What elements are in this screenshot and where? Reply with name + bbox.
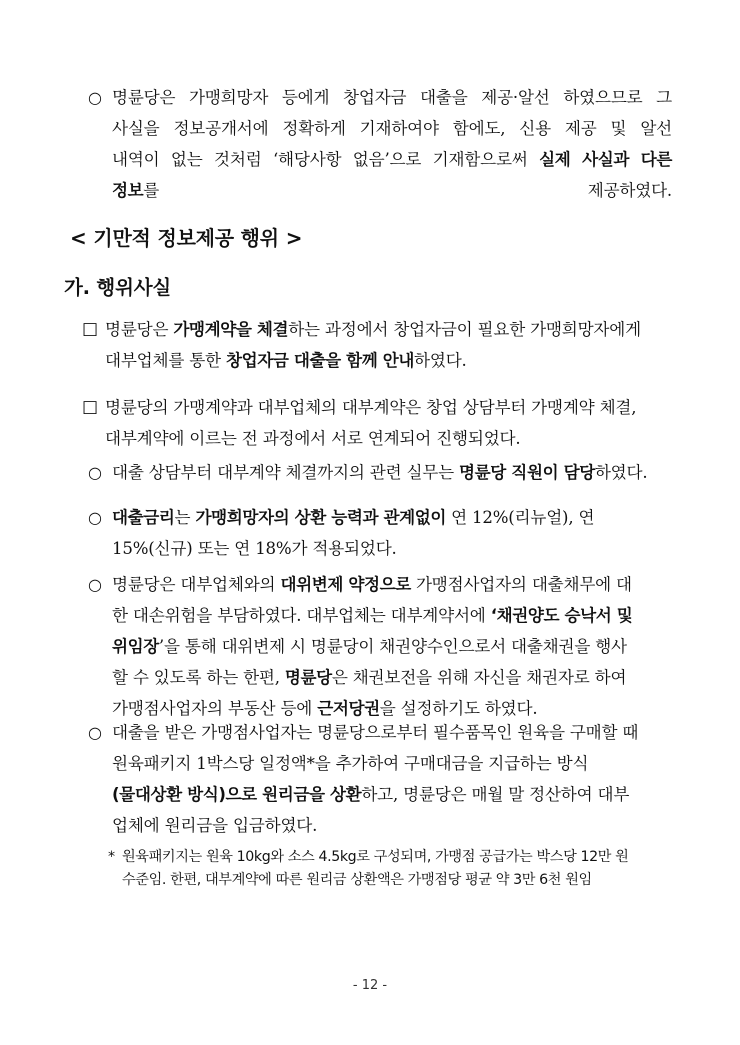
checkbox-bullet-icon: □ [82,397,98,417]
text-line [112,748,638,779]
text-line [112,810,638,841]
text-line [105,314,641,345]
text-line [112,82,672,113]
text-run: 업체에 원리금을 입금하였다. [112,816,318,835]
paragraph-text [105,314,641,376]
emphasis-text: 정보 [112,181,144,200]
text-run: 내역이 없는 것처럼 ‘해당사항 없음’으로 기재함으로써 [112,150,540,169]
text-run: 연 12%(리뉴얼), 연 [446,508,595,527]
emphasis-text: (물대상환 방식)으로 원리금을 상환 [112,785,362,804]
text-run: 원육패키지 1박스당 일정액*을 추가하여 구매대금을 지급하는 방식 [112,754,589,773]
circle-bullet-icon: ○ [88,463,102,482]
emphasis-text: 명륜당 직원이 담당 [459,463,595,482]
text-run: 는 [174,508,196,527]
footnote-line: 원육패키지는 원육 10kg와 소스 4.5kg로 구성되며, 가맹점 공급가는 박스당 12만 원 [122,849,629,865]
text-run: 대출 상담부터 대부계약 체결까지의 관련 실무는 [112,463,460,482]
text-run: 한 대손위험을 부담하였다. 대부업체는 대부계약서에 [112,606,491,625]
text-run: 15%(신규) 또는 연 18%가 적용되었다. [112,539,397,558]
text-run: 명륜당은 대부업체와의 [112,575,281,594]
emphasis-text: 위임장 [112,637,159,656]
text-run: 은 채권보전을 위해 자신을 채권자로 하여 [331,668,627,687]
circle-bullet-icon: ○ [88,575,102,594]
text-run: 하는 과정에서 창업자금이 필요한 가맹희망자에게 [288,320,641,339]
emphasis-text: 실제 사실과 다른 [539,150,672,169]
emphasis-text: 가맹계약을 체결 [173,320,289,339]
box-item-1 [82,314,641,376]
text-line [112,533,594,564]
text-line [112,569,632,600]
text-line [105,423,636,454]
text-run: 가맹점사업자의 부동산 등에 [112,699,318,718]
paragraph-text [112,717,638,841]
text-run: 사실을 정보공개서에 정확하게 기재하여야 함에도, 신용 제공 및 알선 [112,119,672,138]
page-number: - 12 - [352,978,388,993]
text-run: 명륜당의 가맹계약과 대부업체의 대부계약은 창업 상담부터 가맹계약 체결, [105,398,637,417]
circle-bullet-icon: ○ [88,723,102,742]
emphasis-text: 근저당권 [317,699,380,718]
text-line [112,502,594,533]
paragraph-text [112,457,647,488]
circle-bullet-icon: ○ [88,508,102,527]
text-run: 대부계약에 이르는 전 과정에서 서로 연계되어 진행되었다. [105,429,521,448]
emphasis-text: ‘채권양도 승낙서 및 [490,606,633,625]
text-run: ’을 통해 대위변제 시 명륜당이 채권양수인으로서 대출채권을 행사 [158,637,627,656]
footnote [108,846,628,892]
text-run: 하였다. [414,351,467,370]
footnote-line: 수준임. 한편, 대부계약에 따른 원리금 상환액은 가맹점당 평균 약 3만 6천 원임 [122,872,592,888]
text-run: 을 설정하기도 하였다. [379,699,538,718]
subsection-heading: 가. 행위사실 [64,276,171,299]
emphasis-text: 가맹희망자의 상환 능력과 관계없이 [195,508,447,527]
sub-item-1 [88,457,647,488]
asterisk-icon: * [108,849,115,865]
text-line [112,631,632,662]
text-line [112,175,672,206]
emphasis-text: 대출금리 [112,508,175,527]
text-line [112,457,647,488]
text-run: 를 제공하였다. [143,181,672,200]
sub-item-2 [88,502,594,564]
text-run: 하였다. [594,463,648,482]
sub-item-3 [88,569,632,724]
text-line [105,345,641,376]
paragraph-text [105,392,636,454]
box-item-2 [82,392,636,454]
intro-item [88,82,672,206]
emphasis-text: 대위변제 약정으로 [280,575,411,594]
text-line [112,662,632,693]
paragraph-text [112,82,672,206]
text-run: 대출을 받은 가맹점사업자는 명륜당으로부터 필수품목인 원육을 구매할 때 [112,723,639,742]
text-run: 가맹점사업자의 대출채무에 대 [410,575,632,594]
text-line [112,113,672,144]
circle-bullet-icon: ○ [88,88,102,107]
paragraph-text [112,569,632,724]
text-run: 대부업체를 통한 [105,351,226,370]
paragraph-text [112,502,594,564]
emphasis-text: 창업자금 대출을 함께 안내 [225,351,415,370]
text-line [112,144,672,175]
text-line [105,392,636,423]
text-line [112,600,632,631]
checkbox-bullet-icon: □ [82,319,98,339]
sub-item-4 [88,717,638,841]
text-line [112,717,638,748]
text-run: 명륜당은 가맹희망자 등에게 창업자금 대출을 제공·알선 하였으므로 그 [112,88,672,107]
emphasis-text: 명륜당 [284,668,332,687]
text-line [112,779,638,810]
text-run: 하고, 명륜당은 매월 말 정산하여 대부 [361,785,630,804]
text-run: 명륜당은 [105,320,174,339]
text-run: 할 수 있도록 하는 한편, [112,668,285,687]
section-heading: < 기만적 정보제공 행위 > [70,226,303,250]
